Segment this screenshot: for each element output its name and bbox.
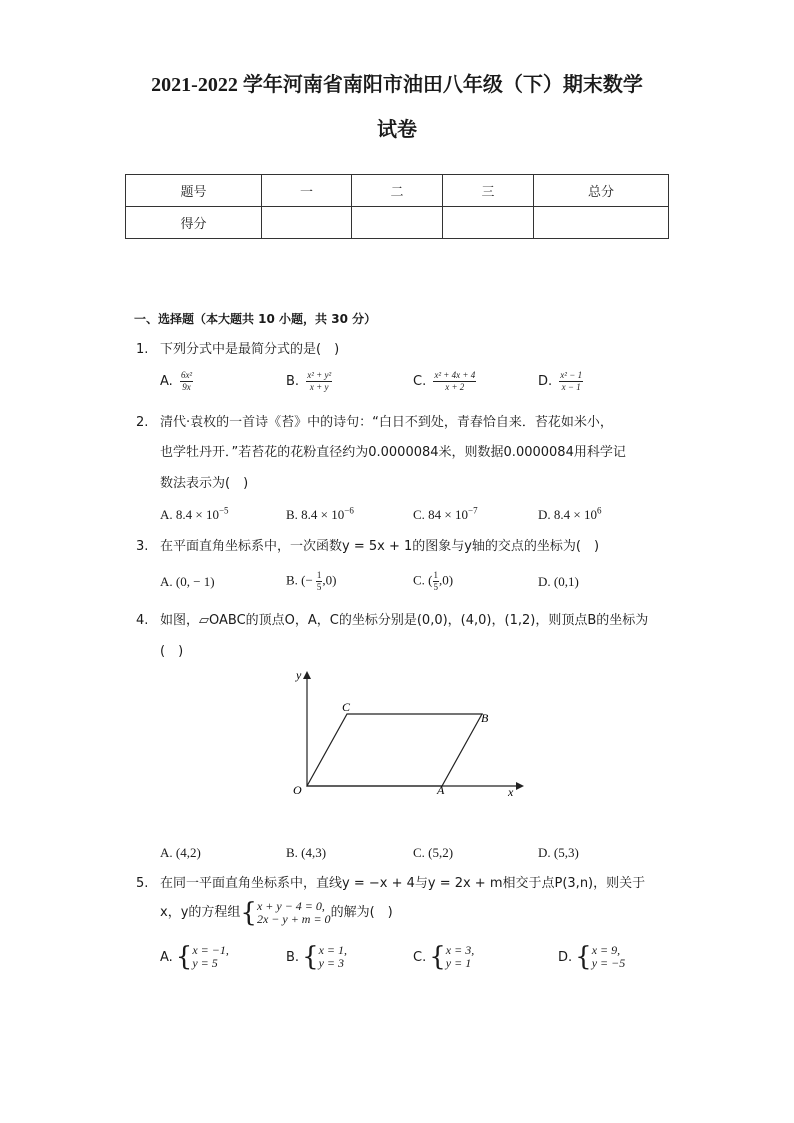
question-text-line: 清代·袁枚的一首诗《苔》中的诗句：“白日不到处，青春恰自来．苔花如米小， [160,415,613,430]
brace-icon: { [429,942,446,972]
option-exponent: −5 [218,505,229,516]
option-label: D. [538,507,551,522]
point-o-label: O [293,783,302,797]
question-text-pre: x，y的方程组 [160,905,241,920]
brace-icon: { [175,942,193,972]
equation-line: x = 9, [591,943,621,957]
option-label: D. [538,845,551,860]
equation-line: y = 1 [445,956,472,970]
option-value: (4,3) [301,845,327,860]
option-b [286,370,332,393]
fraction [559,370,583,393]
score-table-score-row [126,207,669,239]
option-label: A. [160,949,173,965]
option-a [160,370,193,393]
question-text-line: 也学牡丹开．”若苔花的花粉直径约为0.0000084米，则数据0.0000084用科学记 [160,445,626,460]
option-label: D. [538,574,551,589]
option-a [160,845,201,861]
option-label: B. [286,374,300,389]
brace-icon: { [302,942,319,972]
option-c [413,570,453,593]
score-header-cell: 题号 [126,175,262,207]
equation-line: y = 5 [192,956,218,970]
fraction-numerator: 1 [316,570,322,580]
question-number: 1. [136,342,149,357]
score-cell[interactable] [443,207,534,239]
option-value: 8.4 × 10 [553,507,597,522]
parallelogram-figure [280,665,530,805]
fraction-denominator: 5 [433,582,439,592]
option-exponent: 6 [596,505,602,516]
equation-system [302,944,347,970]
y-axis-arrow [303,671,311,679]
option-label: A. [160,845,173,860]
fraction-denominator: 5 [316,582,322,592]
option-c [413,370,476,393]
question-number: 5. [136,876,149,891]
equation-line: 2x − y + m = 0 [256,912,331,926]
option-c [413,845,453,861]
fraction-denominator: x − 1 [561,382,581,392]
x-axis-label: x [508,785,514,799]
option-value: (5,2) [428,845,454,860]
option-c [413,944,474,970]
score-table-header-row [126,175,669,207]
option-b [286,507,354,523]
option-value: 84 × 10 [428,507,469,522]
option-exponent: −6 [344,505,354,516]
option-post: ,0) [322,572,337,588]
option-label: C. [413,949,427,965]
option-label: B. [286,572,298,588]
equation-line: y = −5 [591,956,626,970]
option-value: 8.4 × 10 [175,507,219,522]
option-label: A. [160,374,173,389]
fraction-denominator: x + y [309,382,329,392]
fraction-numerator: 6x² [180,370,193,380]
fraction-numerator: x² + 4x + 4 [434,370,476,380]
option-label: A. [160,574,173,589]
page-title-line1: 2021-2022 学年河南省南阳市油田八年级（下）期末数学 [151,74,643,96]
brace-icon: { [240,898,257,928]
score-row-label: 得分 [126,207,262,239]
option-label: A. [160,507,173,522]
option-b [286,845,326,861]
option-label: D. [558,949,573,965]
fraction [433,370,476,393]
question-text: 在平面直角坐标系中，一次函数y = 5x + 1的图象与y轴的交点的坐标为( ) [160,539,600,554]
option-label: B. [286,845,298,860]
score-cell[interactable] [352,207,443,239]
option-label: C. [413,845,425,860]
option-b [286,570,336,593]
point-b-label: B [481,711,489,725]
fraction-numerator: x² − 1 [560,370,583,380]
x-axis-arrow [516,782,524,790]
option-a [160,944,229,970]
option-d [538,845,579,861]
equation-system [575,944,625,970]
point-c-label: C [342,700,351,714]
option-a [160,574,215,590]
question-text-line: ( ) [160,644,184,659]
option-b [286,944,347,970]
section-title: 一、选择题（本大题共 10 小题，共 30 分） [134,312,377,326]
fraction [180,370,193,393]
option-d [538,507,601,523]
score-table [125,174,669,239]
option-post: ,0) [439,572,454,588]
option-value: (5,3) [553,845,579,860]
option-value: (0,1) [553,574,579,589]
brace-icon: { [575,942,592,972]
y-axis-label: y [296,668,302,682]
equation-system [240,900,330,926]
fraction-numerator: 1 [433,570,439,580]
question-text: 如图，▱OABC的顶点O，A，C的坐标分别是(0,0)，(4,0)，(1,2)，则顶点B的坐标为 [160,613,649,628]
option-d [558,944,625,970]
option-d [538,370,583,393]
option-label: C. [413,374,427,389]
option-label: C. [413,572,425,588]
score-header-cell: 二 [352,175,443,207]
question-text-line [160,900,393,926]
option-value: (0, − 1) [175,574,215,589]
fraction [306,370,332,393]
equation-line: x + y − 4 = 0, [256,899,325,913]
option-label: B. [286,507,298,522]
option-d [538,574,579,590]
parallelogram [307,714,482,786]
score-cell[interactable] [262,207,352,239]
fraction-denominator: x + 2 [445,382,465,392]
option-pre: (− [301,572,313,588]
question-number: 3. [136,539,149,554]
point-a-label: A [437,783,445,797]
score-header-cell: 总分 [534,175,669,207]
equation-system [176,944,229,970]
option-label: C. [413,507,425,522]
score-header-cell: 一 [262,175,352,207]
question-text-line: 数法表示为( ) [160,476,249,491]
question-text: 下列分式中是最简分式的是( ) [160,342,340,357]
fraction-denominator: 9x [182,382,191,392]
equation-line: x = −1, [192,943,229,957]
option-a [160,507,229,523]
option-c [413,507,478,523]
page-title-line2: 试卷 [377,119,417,141]
question-text-post: 的解为( ) [330,905,393,920]
equation-line: x = 1, [318,943,348,957]
equation-line: y = 3 [318,956,345,970]
option-label: D. [538,374,553,389]
question-number: 2. [136,415,149,430]
option-value: (4,2) [175,845,201,860]
equation-line: x = 3, [445,943,475,957]
fraction-numerator: x² + y² [307,370,332,380]
option-label: B. [286,949,300,965]
option-pre: ( [428,572,433,588]
question-text-line: 在同一平面直角坐标系中，直线y = −x + 4与y = 2x + m相交于点P(3,n)，则关于 [160,876,646,891]
option-value: 8.4 × 10 [301,507,345,522]
question-number: 4. [136,613,149,628]
score-cell[interactable] [534,207,669,239]
score-header-cell: 三 [443,175,534,207]
equation-system [429,944,474,970]
option-exponent: −7 [468,505,478,516]
